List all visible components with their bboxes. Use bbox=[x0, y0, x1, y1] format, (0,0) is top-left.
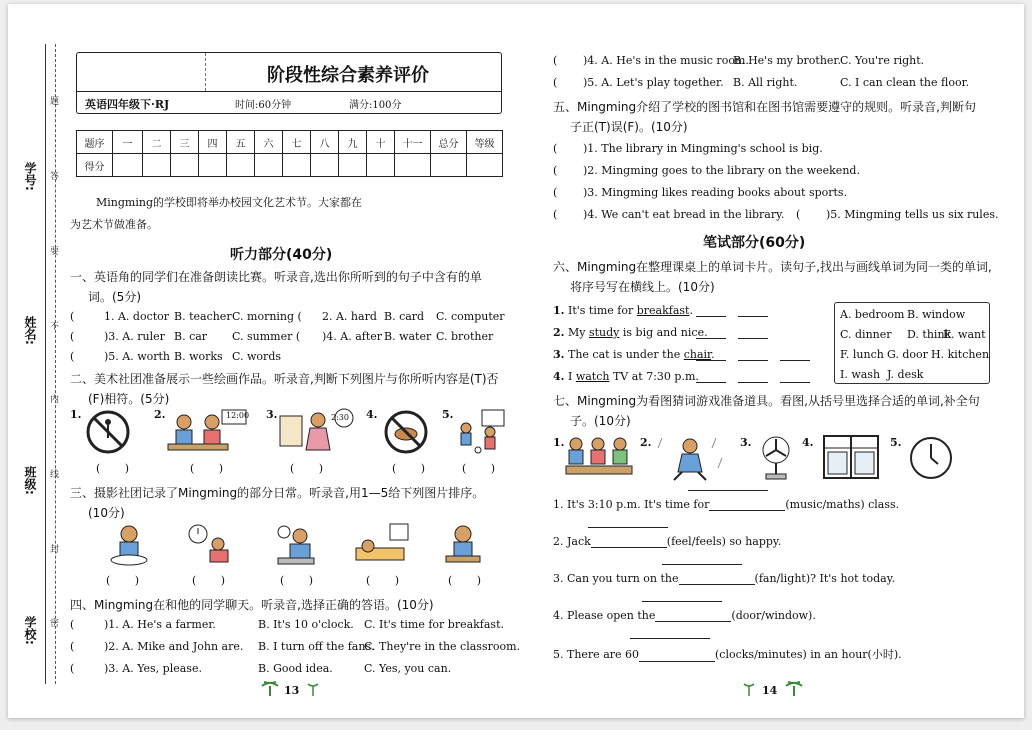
option: )2. A. Mike and John are. bbox=[104, 640, 244, 653]
answer-line[interactable] bbox=[696, 360, 726, 361]
statement: )3. Mingming likes reading books about sports. bbox=[583, 186, 848, 199]
section-5-heading: 五、Mingming介绍了学校的图书馆和在图书馆需要遵守的规则。听录音,判断句 bbox=[553, 100, 976, 114]
score-header: 十一 bbox=[395, 131, 431, 154]
word-option: H. kitchen bbox=[931, 348, 990, 361]
word-option: A. bedroom bbox=[840, 308, 905, 321]
option: B. All right. bbox=[733, 76, 798, 89]
score-table bbox=[76, 130, 503, 177]
score-header: 题序 bbox=[77, 131, 113, 154]
section-1-heading: 一、英语角的同学们在准备朗读比赛。听录音,选出你所听到的句子中含有的单 bbox=[70, 270, 482, 284]
score-cell[interactable] bbox=[227, 154, 255, 177]
picture-number: 3. bbox=[740, 436, 752, 449]
option: B. I turn off the fans. bbox=[258, 640, 375, 653]
option: C. words bbox=[232, 350, 282, 363]
score-header: 四 bbox=[199, 131, 227, 154]
seal-dashed-line bbox=[55, 44, 56, 684]
grade-label: 英语四年级下·RJ bbox=[85, 98, 170, 111]
s7-item: 3. Can you turn on the (fan/light)? It's hot today. bbox=[553, 572, 895, 585]
answer-bracket[interactable]: ( bbox=[70, 662, 75, 675]
option: )4. A. after bbox=[322, 330, 383, 343]
answer-bracket[interactable]: ( bbox=[553, 186, 558, 199]
score-cell[interactable] bbox=[367, 154, 395, 177]
answer-bracket[interactable]: ( ) bbox=[280, 574, 314, 587]
option: B. It's 10 o'clock. bbox=[258, 618, 354, 631]
answer-bracket[interactable]: ( ) bbox=[462, 462, 496, 475]
s6-sentence: 4. I watch TV at 7:30 p.m. bbox=[553, 370, 699, 383]
sprout-decoration-icon bbox=[306, 682, 320, 696]
section-2-heading: (F)相符。(5分) bbox=[88, 392, 170, 406]
answer-bracket[interactable]: ( ) bbox=[192, 574, 226, 587]
option: C. computer bbox=[436, 310, 505, 323]
answer-bracket[interactable]: ( bbox=[553, 208, 558, 221]
answer-line[interactable] bbox=[738, 382, 768, 383]
word-option: G. door bbox=[887, 348, 928, 361]
score-cell[interactable] bbox=[467, 154, 503, 177]
seal-char: 要 bbox=[50, 247, 60, 257]
eating-picture bbox=[106, 522, 152, 568]
title-box bbox=[76, 52, 502, 114]
answer-line-upper[interactable] bbox=[588, 527, 668, 528]
reading-picture bbox=[440, 522, 486, 568]
palm-decoration-icon bbox=[784, 680, 804, 696]
score-cell[interactable] bbox=[199, 154, 227, 177]
option: B. He's my brother. bbox=[733, 54, 841, 67]
score-header: 七 bbox=[283, 131, 311, 154]
option: 1. A. doctor bbox=[104, 310, 170, 323]
answer-bracket[interactable]: ( ) bbox=[448, 574, 482, 587]
score-cell[interactable] bbox=[143, 154, 171, 177]
answer-line-upper[interactable] bbox=[662, 564, 742, 565]
score-header: 三 bbox=[171, 131, 199, 154]
picture-number: 5. bbox=[442, 408, 454, 421]
score-header: 六 bbox=[255, 131, 283, 154]
answer-bracket[interactable]: ( bbox=[70, 618, 75, 631]
music-class-picture bbox=[564, 434, 634, 482]
no-eating-sign-icon bbox=[382, 408, 430, 456]
window-icon bbox=[822, 434, 880, 482]
section-3-heading: 三、摄影社团记录了Mingming的部分日常。听录音,用1—5给下列图片排序。 bbox=[70, 486, 485, 500]
option: C. You're right. bbox=[840, 54, 925, 67]
option: C. brother bbox=[436, 330, 494, 343]
option: )4. A. He's in the music room. bbox=[583, 54, 749, 67]
option: B. Good idea. bbox=[258, 662, 333, 675]
s6-sentence: 3. The cat is under the chair. bbox=[553, 348, 715, 361]
option: C. It's time for breakfast. bbox=[364, 618, 504, 631]
answer-line[interactable] bbox=[738, 360, 768, 361]
answer-line[interactable] bbox=[679, 574, 755, 585]
palm-decoration-icon bbox=[260, 680, 280, 696]
clock-icon bbox=[908, 434, 954, 482]
answer-bracket[interactable]: ( ) bbox=[190, 462, 224, 475]
score-header: 总分 bbox=[431, 131, 467, 154]
answer-line[interactable] bbox=[591, 537, 667, 548]
school-label: 学校: bbox=[23, 616, 37, 645]
s7-item: 4. Please open the (door/window). bbox=[553, 609, 816, 622]
score-header: 九 bbox=[339, 131, 367, 154]
option: )1. A. He's a farmer. bbox=[104, 618, 216, 631]
score-cell[interactable] bbox=[171, 154, 199, 177]
answer-line[interactable] bbox=[738, 316, 768, 317]
clock-time: 12:00 bbox=[226, 411, 250, 420]
score-cell[interactable] bbox=[255, 154, 283, 177]
section-6-heading: 六、Mingming在整理课桌上的单词卡片。读句子,找出与画线单词为同一类的单词, bbox=[553, 260, 992, 274]
section-7-heading: 子。(10分) bbox=[570, 414, 631, 428]
washing-picture bbox=[270, 522, 320, 568]
answer-bracket[interactable]: ( ) bbox=[366, 574, 400, 587]
option: B. teacher bbox=[174, 310, 232, 323]
section-5-heading: 子正(T)误(F)。(10分) bbox=[570, 120, 688, 134]
answer-line[interactable] bbox=[696, 316, 726, 317]
answer-bracket[interactable]: ( bbox=[70, 310, 75, 323]
clock-and-child-picture bbox=[184, 522, 234, 568]
picture-number: 2. bbox=[154, 408, 166, 421]
answer-line[interactable] bbox=[655, 611, 731, 622]
statement: )2. Mingming goes to the library on the weekend. bbox=[583, 164, 860, 177]
s7-item: 5. There are 60 (clocks/minutes) in an hour(小时). bbox=[553, 648, 902, 661]
answer-line-upper[interactable] bbox=[688, 490, 768, 491]
answer-line[interactable] bbox=[639, 651, 715, 662]
picture-number: 3. bbox=[266, 408, 278, 421]
clock-time: 2:30 bbox=[331, 413, 349, 422]
section-2-heading: 二、美术社团准备展示一些绘画作品。听录音,判断下列图片与你所听内容是(T)否 bbox=[70, 372, 499, 386]
score-cell[interactable] bbox=[395, 154, 431, 177]
seal-char: 内 bbox=[50, 395, 60, 405]
s7-item: 1. It's 3:10 p.m. It's time for (music/maths) class. bbox=[553, 498, 900, 511]
score-cell[interactable] bbox=[283, 154, 311, 177]
seal-char: 题 bbox=[50, 97, 60, 107]
answer-bracket[interactable]: ( ) bbox=[96, 462, 130, 475]
time-label: 时间:60分钟 bbox=[235, 100, 292, 111]
seal-char: 线 bbox=[50, 470, 60, 480]
score-header: 二 bbox=[143, 131, 171, 154]
listening-title: 听力部分(40分) bbox=[230, 247, 333, 263]
answer-bracket[interactable]: ( ) bbox=[392, 462, 426, 475]
section-6-heading: 将序号写在横线上。(10分) bbox=[570, 280, 715, 294]
seal-char: 密 bbox=[50, 619, 60, 629]
rainy-boy-picture bbox=[656, 434, 728, 482]
word-card-box bbox=[834, 302, 990, 384]
answer-bracket[interactable]: ( bbox=[70, 330, 75, 343]
section-4-heading: 四、Mingming在和他的同学聊天。听录音,选择正确的答语。(10分) bbox=[70, 598, 434, 612]
score-header: 一 bbox=[113, 131, 143, 154]
answer-bracket[interactable]: ( bbox=[553, 54, 558, 67]
option: B. card bbox=[384, 310, 425, 323]
option: )5. A. Let's play together. bbox=[583, 76, 724, 89]
option: C. morning ( bbox=[232, 310, 302, 323]
answer-bracket[interactable]: ( bbox=[553, 142, 558, 155]
s7-item: 2. Jack (feel/feels) so happy. bbox=[553, 535, 782, 548]
word-option: F. lunch bbox=[840, 348, 884, 361]
answer-bracket[interactable]: ( bbox=[70, 640, 75, 653]
exam-sheet bbox=[8, 4, 1024, 718]
answer-bracket[interactable]: ( ) bbox=[290, 462, 324, 475]
answer-line[interactable] bbox=[709, 500, 785, 511]
exam-title: 阶段性综合素养评价 bbox=[267, 65, 429, 86]
word-option: C. dinner bbox=[840, 328, 892, 341]
class-label: 班级: bbox=[23, 466, 37, 495]
seal-char: 答 bbox=[50, 172, 60, 182]
option: )3. A. ruler bbox=[104, 330, 165, 343]
picture-number: 4. bbox=[366, 408, 378, 421]
answer-line[interactable] bbox=[780, 360, 810, 361]
picture-number: 4. bbox=[802, 436, 814, 449]
answer-line[interactable] bbox=[780, 382, 810, 383]
answer-line[interactable] bbox=[696, 382, 726, 383]
option: C. summer ( bbox=[232, 330, 301, 343]
no-entry-sign-icon bbox=[84, 408, 132, 456]
option: B. water bbox=[384, 330, 432, 343]
score-header: 八 bbox=[311, 131, 339, 154]
score-cell[interactable] bbox=[113, 154, 143, 177]
seal-char: 封 bbox=[50, 545, 60, 555]
word-option: D. think bbox=[907, 328, 952, 341]
section-7-heading: 七、Mingming为看图猜词游戏准备道具。看图,从括号里选择合适的单词,补全句 bbox=[553, 394, 980, 408]
option: B. car bbox=[174, 330, 208, 343]
answer-bracket[interactable]: ( bbox=[553, 76, 558, 89]
intro-line: 为艺术节做准备。 bbox=[70, 218, 158, 231]
seal-char: 不 bbox=[50, 322, 60, 332]
page-number-left: 13 bbox=[284, 684, 300, 697]
section-1-heading: 词。(5分) bbox=[88, 290, 141, 304]
written-title: 笔试部分(60分) bbox=[703, 235, 806, 251]
option: )3. A. Yes, please. bbox=[104, 662, 202, 675]
score-cell[interactable] bbox=[339, 154, 367, 177]
score-header: 五 bbox=[227, 131, 255, 154]
fan-icon bbox=[758, 434, 794, 482]
s6-sentence: 1. It's time for breakfast. bbox=[553, 304, 693, 317]
answer-bracket[interactable]: ( bbox=[70, 350, 75, 363]
answer-bracket[interactable]: ( bbox=[553, 164, 558, 177]
answer-line[interactable] bbox=[696, 338, 726, 339]
statement: )5. Mingming tells us six rules. bbox=[826, 208, 999, 221]
answer-line[interactable] bbox=[738, 338, 768, 339]
score-row-label: 得分 bbox=[77, 154, 113, 177]
word-option: B. window bbox=[907, 308, 966, 321]
statement: )4. We can't eat bread in the library. bbox=[583, 208, 785, 221]
word-option: I. wash bbox=[840, 368, 881, 381]
score-header: 十 bbox=[367, 131, 395, 154]
section-3-heading: (10分) bbox=[88, 506, 125, 520]
answer-bracket[interactable]: ( bbox=[796, 208, 801, 221]
margin-line bbox=[45, 44, 46, 684]
kids-playing-football-picture bbox=[454, 408, 506, 456]
word-option: J. desk bbox=[887, 368, 924, 381]
statement: )1. The library in Mingming's school is big. bbox=[583, 142, 823, 155]
option: C. I can clean the floor. bbox=[840, 76, 970, 89]
picture-number: 2. bbox=[640, 436, 652, 449]
sleeping-picture bbox=[352, 522, 412, 568]
picture-number: 5. bbox=[890, 436, 902, 449]
word-option: E. want bbox=[943, 328, 986, 341]
intro-line: Mingming的学校即将举办校园文化艺术节。大家都在 bbox=[96, 196, 362, 209]
picture-number: 1. bbox=[70, 408, 82, 421]
page-number-right: 14 bbox=[762, 684, 778, 697]
answer-line-upper[interactable] bbox=[630, 638, 710, 639]
answer-bracket[interactable]: ( ) bbox=[106, 574, 140, 587]
score-header: 等级 bbox=[467, 131, 503, 154]
option: C. Yes, you can. bbox=[364, 662, 452, 675]
answer-line-upper[interactable] bbox=[642, 601, 722, 602]
full-score-label: 满分:100分 bbox=[349, 100, 402, 111]
name-label: 姓名: bbox=[23, 316, 37, 345]
score-cell[interactable] bbox=[431, 154, 467, 177]
s6-sentence: 2. My study is big and nice. bbox=[553, 326, 708, 339]
score-cell[interactable] bbox=[311, 154, 339, 177]
student-id-label: 学号: bbox=[23, 162, 37, 191]
option: 2. A. hard bbox=[322, 310, 377, 323]
option: C. They're in the classroom. bbox=[364, 640, 521, 653]
picture-number: 1. bbox=[553, 436, 565, 449]
option: B. works bbox=[174, 350, 223, 363]
sprout-decoration-icon bbox=[742, 682, 756, 696]
option: )5. A. worth bbox=[104, 350, 171, 363]
